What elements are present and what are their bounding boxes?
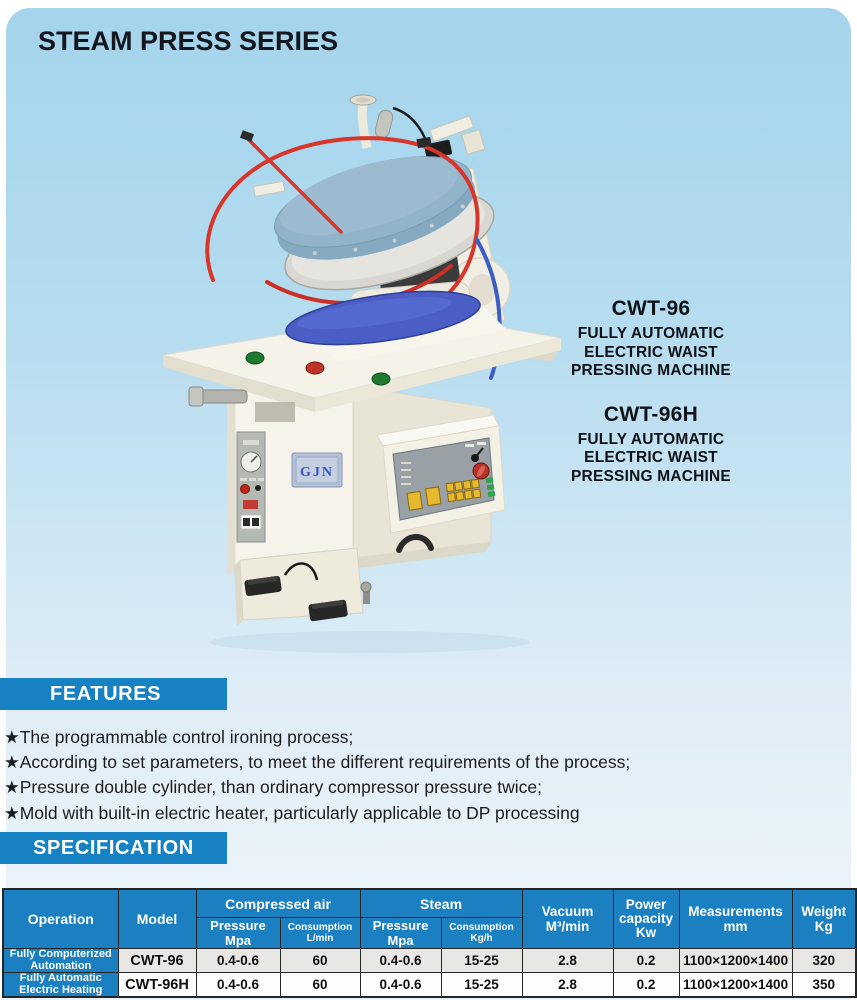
product-names [548, 297, 754, 486]
features-heading-banner [0, 678, 227, 710]
side-gauge-panel [237, 432, 265, 542]
col-header-air-pressure: Pressure Mpa [196, 918, 280, 949]
col-header-power [613, 889, 679, 949]
machine-photo [155, 90, 575, 665]
product-name-line: ELECTRIC WAIST [584, 343, 718, 361]
col-header-air-consumption [280, 918, 360, 949]
steam-pressure-cell: 0.4-0.6 [360, 973, 441, 998]
product-name-line: PRESSING MACHINE [571, 362, 731, 379]
steam-consumption-unit: Kg/h [470, 933, 493, 944]
col-header-operation: Operation [3, 889, 118, 949]
power-cell: 0.2 [613, 949, 679, 973]
product-name-line: FULLY AUTOMATIC [577, 430, 725, 448]
operation-cell: Fully Automatic Electric Heating [3, 973, 118, 998]
feature-item: ★According to set parameters, to meet the different requirements of the process; [4, 752, 631, 773]
power-unit: Kw [635, 925, 657, 940]
col-header-vacuum [522, 889, 613, 949]
model-cell: CWT-96H [118, 973, 196, 998]
green-button [246, 352, 264, 364]
steam-consumption-label: Consumption [449, 922, 514, 933]
page-title: STEAM PRESS SERIES [38, 26, 339, 56]
product-name-line: PRESSING MACHINE [571, 467, 731, 485]
features-list [4, 725, 834, 826]
specification-heading: SPECIFICATION [33, 836, 194, 859]
machine-illustration [155, 90, 575, 665]
feature-item: ★Pressure double cylinder, than ordinary compressor pressure twice; [4, 777, 543, 798]
red-button [306, 362, 324, 374]
product-model: CWT-96 [611, 297, 691, 320]
weight-unit: Kg [814, 919, 833, 934]
steam-consumption-cell: 15-25 [441, 973, 522, 998]
weight-label: Weight [801, 904, 847, 919]
product-cwt96h [548, 403, 754, 487]
air-consumption-cell: 60 [280, 949, 360, 973]
measurements-cell: 1100×1200×1400 [679, 973, 792, 998]
measurements-label: Measurements [688, 904, 783, 919]
air-consumption-label: Consumption [287, 922, 353, 933]
foot-pedals [234, 548, 371, 626]
col-header-measurements [679, 889, 792, 949]
vacuum-cell: 2.8 [522, 973, 613, 998]
brand-text: GJN [300, 465, 334, 480]
measurements-unit: mm [723, 919, 748, 934]
power-label: Power [625, 897, 667, 912]
features-heading: FEATURES [50, 682, 162, 705]
table-row [3, 973, 856, 998]
measurements-cell: 1100×1200×1400 [679, 949, 792, 973]
air-consumption-cell: 60 [280, 973, 360, 998]
col-group-compressed-air: Compressed air [196, 889, 360, 918]
col-header-weight [792, 889, 856, 949]
feature-item: ★The programmable control ironing process; [4, 727, 354, 747]
product-model: CWT-96H [603, 402, 699, 426]
air-pressure-cell: 0.4-0.6 [196, 949, 280, 973]
vacuum-cell: 2.8 [522, 949, 613, 973]
air-pressure-cell: 0.4-0.6 [196, 973, 280, 998]
product-cwt96 [548, 297, 754, 381]
specification-heading-banner [0, 832, 227, 864]
machine-shadow [210, 631, 530, 653]
side-handle [197, 390, 247, 403]
operation-cell: Fully Computerized Automation [3, 949, 118, 973]
weight-cell: 320 [792, 949, 856, 973]
product-name-line: ELECTRIC WAIST [584, 449, 718, 466]
col-group-steam: Steam [360, 889, 522, 918]
feature-item: ★Mold with built-in electric heater, particularly applicable to DP processing [4, 802, 580, 823]
steam-consumption-cell: 15-25 [441, 949, 522, 973]
steam-pressure-cell: 0.4-0.6 [360, 949, 441, 973]
table-row [3, 949, 856, 973]
vacuum-label: Vacuum [541, 904, 594, 919]
power-label2: capacity [618, 911, 674, 926]
col-header-steam-consumption [441, 918, 522, 949]
brand-plate [292, 453, 342, 487]
specification-table [2, 888, 857, 998]
vacuum-unit: M³/min [545, 919, 590, 934]
air-consumption-unit: L/min [306, 933, 334, 944]
col-header-steam-pressure: Pressure Mpa [360, 918, 441, 949]
power-cell: 0.2 [613, 973, 679, 998]
green-button-2 [372, 373, 390, 385]
col-header-model: Model [118, 889, 196, 949]
model-cell: CWT-96 [118, 949, 196, 973]
weight-cell: 350 [792, 973, 856, 998]
product-name-line: FULLY AUTOMATIC [577, 325, 725, 342]
